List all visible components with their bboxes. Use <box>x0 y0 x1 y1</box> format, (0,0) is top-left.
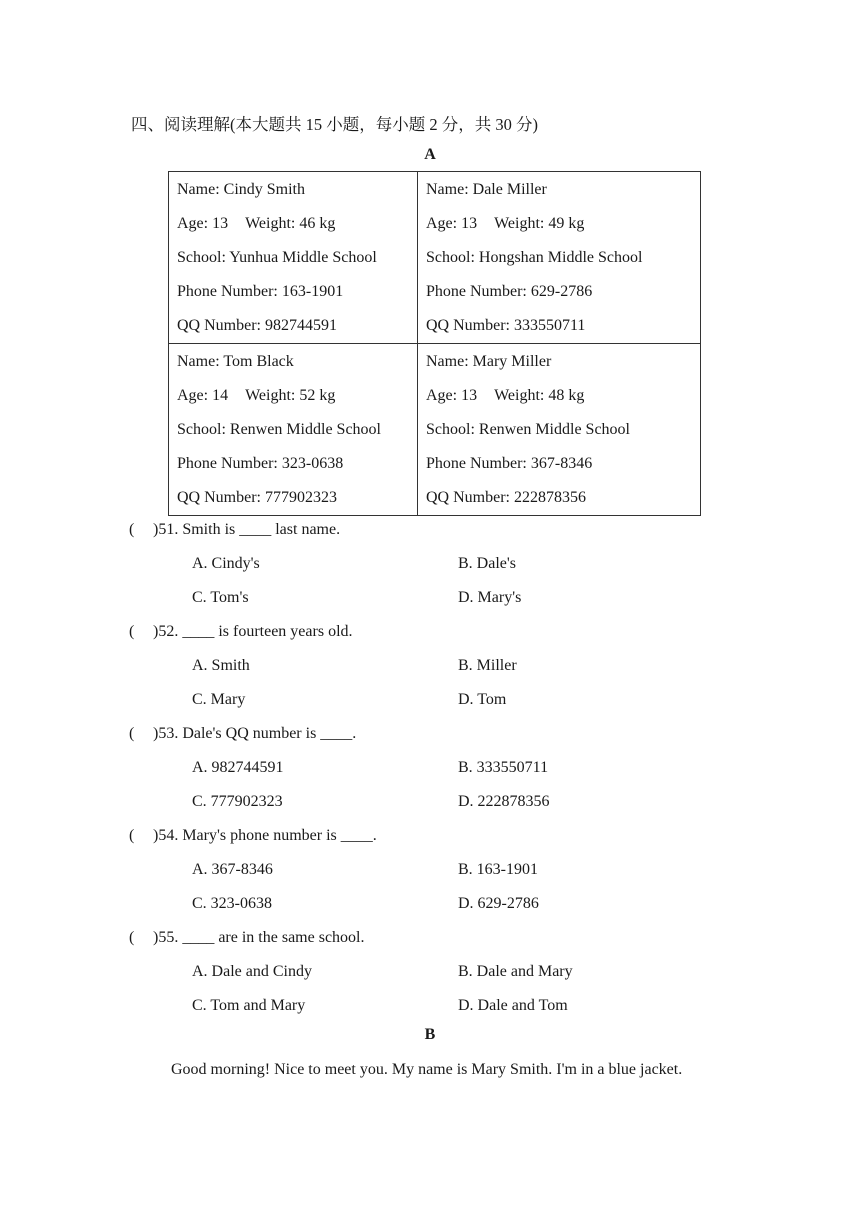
section-title: 四、阅读理解(本大题共 15 小题，每小题 2 分，共 30 分) <box>131 115 538 134</box>
question-stem-row <box>0 717 860 751</box>
person-qq: QQ Number: 333550711 <box>426 317 586 334</box>
person-qq: QQ Number: 982744591 <box>177 317 337 334</box>
person-school: School: Renwen Middle School <box>426 421 630 438</box>
person-phone: Phone Number: 163-1901 <box>177 283 344 300</box>
option-b: B. Dale's <box>458 555 516 572</box>
question-stem-row <box>0 921 860 955</box>
option-row <box>0 989 860 1023</box>
person-phone: Phone Number: 367-8346 <box>426 455 593 472</box>
option-c: C. 323-0638 <box>192 895 272 912</box>
answer-paren: ( <box>129 623 135 640</box>
person-card <box>169 344 418 516</box>
option-a: A. Dale and Cindy <box>192 963 312 980</box>
person-card <box>418 344 701 516</box>
option-c: C. Tom and Mary <box>192 997 306 1014</box>
option-d: D. 629-2786 <box>458 895 539 912</box>
option-a: A. Smith <box>192 657 250 674</box>
person-school: School: Renwen Middle School <box>177 421 381 438</box>
question-stem: )51. Smith is ____ last name. <box>153 521 341 538</box>
option-d: D. Dale and Tom <box>458 997 568 1014</box>
option-b: B. Dale and Mary <box>458 963 573 980</box>
person-weight: Weight: 46 kg <box>245 215 336 232</box>
option-c: C. Mary <box>192 691 246 708</box>
person-card <box>418 172 701 344</box>
option-b: B. 333550711 <box>458 759 549 776</box>
option-d: D. Mary's <box>458 589 522 606</box>
question-stem: )52. ____ is fourteen years old. <box>153 623 353 640</box>
person-qq: QQ Number: 222878356 <box>426 489 586 506</box>
part-b-heading: B <box>424 1026 436 1043</box>
question-stem-row <box>0 819 860 853</box>
passage-text: Good morning! Nice to meet you. My name is Mary Smith. I'm in a blue jacket. <box>171 1061 683 1078</box>
person-school: School: Hongshan Middle School <box>426 249 643 266</box>
person-weight: Weight: 48 kg <box>494 387 585 404</box>
option-c: C. Tom's <box>192 589 249 606</box>
option-row <box>0 751 860 785</box>
option-a: A. 367-8346 <box>192 861 273 878</box>
option-d: D. Tom <box>458 691 507 708</box>
person-name: Name: Mary Miller <box>426 353 552 370</box>
option-row <box>0 785 860 819</box>
person-card <box>169 172 418 344</box>
option-row <box>0 955 860 989</box>
person-phone: Phone Number: 629-2786 <box>426 283 593 300</box>
question-stem: )55. ____ are in the same school. <box>153 929 365 946</box>
option-a: A. 982744591 <box>192 759 284 776</box>
student-info-table <box>168 171 701 516</box>
option-row <box>0 581 860 615</box>
person-age: Age: 13 <box>426 387 478 404</box>
question-stem: )54. Mary's phone number is ____. <box>153 827 377 844</box>
answer-paren: ( <box>129 725 135 742</box>
option-c: C. 777902323 <box>192 793 283 810</box>
answer-paren: ( <box>129 521 135 538</box>
person-phone: Phone Number: 323-0638 <box>177 455 344 472</box>
option-a: A. Cindy's <box>192 555 260 572</box>
person-age: Age: 13 <box>177 215 229 232</box>
option-row <box>0 547 860 581</box>
option-row <box>0 887 860 921</box>
option-row <box>0 683 860 717</box>
person-name: Name: Cindy Smith <box>177 181 305 198</box>
option-b: B. 163-1901 <box>458 861 538 878</box>
option-row <box>0 853 860 887</box>
person-name: Name: Tom Black <box>177 353 294 370</box>
option-row <box>0 649 860 683</box>
question-stem: )53. Dale's QQ number is ____. <box>153 725 357 742</box>
answer-paren: ( <box>129 827 135 844</box>
person-name: Name: Dale Miller <box>426 181 547 198</box>
option-b: B. Miller <box>458 657 517 674</box>
person-school: School: Yunhua Middle School <box>177 249 377 266</box>
option-d: D. 222878356 <box>458 793 550 810</box>
question-list <box>0 513 860 1023</box>
question-stem-row <box>0 513 860 547</box>
question-stem-row <box>0 615 860 649</box>
answer-paren: ( <box>129 929 135 946</box>
person-weight: Weight: 52 kg <box>245 387 336 404</box>
person-age: Age: 13 <box>426 215 478 232</box>
person-age: Age: 14 <box>177 387 229 404</box>
person-qq: QQ Number: 777902323 <box>177 489 337 506</box>
person-weight: Weight: 49 kg <box>494 215 585 232</box>
part-a-heading: A <box>424 146 436 163</box>
